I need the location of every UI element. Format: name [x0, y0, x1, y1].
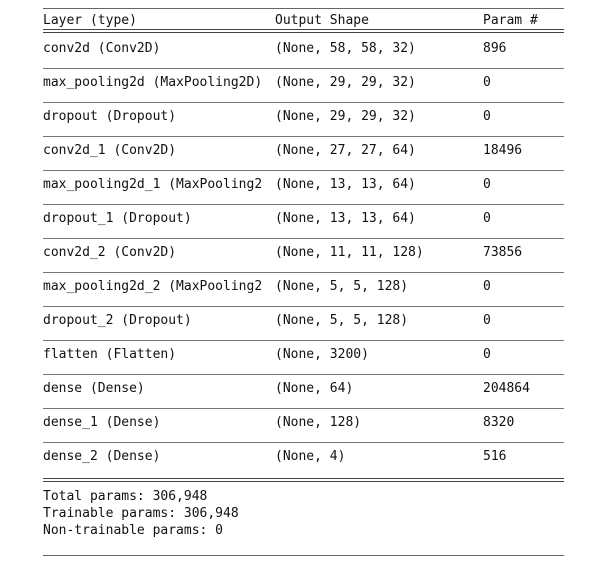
output-shape-cell: (None, 29, 29, 32) — [275, 109, 416, 124]
output-shape-cell: (None, 4) — [275, 449, 346, 464]
param-count-cell: 0 — [483, 279, 491, 294]
layer-name-cell: flatten (Flatten) — [43, 347, 177, 362]
output-shape-cell: (None, 13, 13, 64) — [275, 211, 416, 226]
layer-name-cell: dropout_2 (Dropout) — [43, 313, 192, 328]
header-layer-type: Layer (type) — [43, 13, 137, 28]
table-row — [43, 273, 564, 307]
table-row — [43, 375, 564, 409]
param-count-cell: 18496 — [483, 143, 523, 158]
header-param-count: Param # — [483, 13, 538, 28]
layer-name-cell: max_pooling2d (MaxPooling2D) — [43, 75, 263, 90]
total-params: Total params: 306,948 — [43, 489, 208, 504]
table-row — [43, 35, 564, 69]
param-count-cell: 204864 — [483, 381, 530, 396]
layer-name-cell: max_pooling2d_1 (MaxPooling2 — [43, 177, 263, 192]
layer-name-cell: max_pooling2d_2 (MaxPooling2 — [43, 279, 263, 294]
header-output-shape: Output Shape — [275, 13, 369, 28]
table-row — [43, 205, 564, 239]
param-count-cell: 0 — [483, 75, 491, 90]
output-shape-cell: (None, 58, 58, 32) — [275, 41, 416, 56]
param-totals — [43, 488, 564, 539]
output-shape-cell: (None, 27, 27, 64) — [275, 143, 416, 158]
non-trainable-params: Non-trainable params: 0 — [43, 523, 224, 538]
table-row — [43, 171, 564, 205]
param-count-cell: 516 — [483, 449, 507, 464]
layer-name-cell: dropout_1 (Dropout) — [43, 211, 192, 226]
table-row — [43, 443, 564, 477]
output-shape-cell: (None, 11, 11, 128) — [275, 245, 424, 260]
table-row — [43, 137, 564, 171]
model-summary-table — [43, 8, 564, 556]
param-count-cell: 0 — [483, 177, 491, 192]
output-shape-cell: (None, 5, 5, 128) — [275, 279, 409, 294]
table-row — [43, 307, 564, 341]
param-count-cell: 0 — [483, 347, 491, 362]
table-header — [43, 9, 564, 28]
layer-name-cell: dropout (Dropout) — [43, 109, 177, 124]
layer-rows — [43, 35, 564, 477]
layer-name-cell: conv2d (Conv2D) — [43, 41, 161, 56]
bottom-divider — [43, 555, 564, 556]
param-count-cell: 0 — [483, 211, 491, 226]
param-count-cell: 0 — [483, 313, 491, 328]
layer-name-cell: conv2d_1 (Conv2D) — [43, 143, 177, 158]
output-shape-cell: (None, 29, 29, 32) — [275, 75, 416, 90]
output-shape-cell: (None, 3200) — [275, 347, 369, 362]
output-shape-cell: (None, 5, 5, 128) — [275, 313, 409, 328]
layer-name-cell: dense_2 (Dense) — [43, 449, 161, 464]
output-shape-cell: (None, 13, 13, 64) — [275, 177, 416, 192]
table-row — [43, 341, 564, 375]
output-shape-cell: (None, 64) — [275, 381, 354, 396]
footer-double-divider — [43, 477, 564, 484]
layer-name-cell: dense (Dense) — [43, 381, 145, 396]
table-row — [43, 239, 564, 273]
output-shape-cell: (None, 128) — [275, 415, 362, 430]
param-count-cell: 73856 — [483, 245, 523, 260]
table-row — [43, 69, 564, 103]
layer-name-cell: dense_1 (Dense) — [43, 415, 161, 430]
header-double-divider — [43, 28, 564, 35]
param-count-cell: 8320 — [483, 415, 515, 430]
param-count-cell: 0 — [483, 109, 491, 124]
layer-name-cell: conv2d_2 (Conv2D) — [43, 245, 177, 260]
table-row — [43, 409, 564, 443]
param-count-cell: 896 — [483, 41, 507, 56]
trainable-params: Trainable params: 306,948 — [43, 506, 239, 521]
table-row — [43, 103, 564, 137]
